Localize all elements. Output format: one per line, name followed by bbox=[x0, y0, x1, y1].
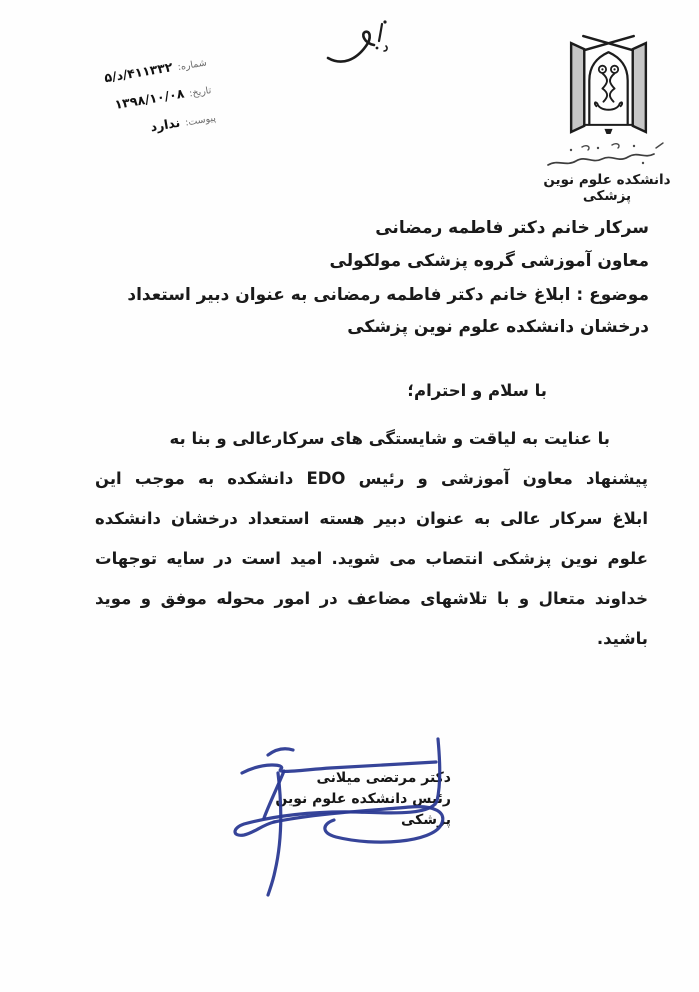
university-name-calligraphy bbox=[542, 139, 668, 172]
bismillah-calligraphy-icon bbox=[320, 16, 404, 72]
salutation: با سلام و احترام؛ bbox=[407, 381, 547, 400]
number-value: ۴۱۱۳۳۲/د/۵ bbox=[103, 59, 174, 86]
body-line: با عنایت به لیاقت و شایستگی های سرکارعالی و بنا به bbox=[169, 429, 610, 448]
body-line: ابلاغ سرکار عالی به عنوان دبیر هسته استعداد درخشان دانشکده bbox=[95, 509, 648, 528]
recipient-title: معاون آموزشی گروه پزشکی مولکولی bbox=[329, 251, 649, 271]
signatory-block bbox=[273, 768, 451, 831]
subject-block bbox=[95, 279, 649, 343]
date-label: تاریخ: bbox=[188, 85, 213, 100]
date-value: ۱۳۹۸/۱۰/۰۸ bbox=[113, 85, 186, 112]
university-logo bbox=[561, 33, 656, 138]
letter-meta-block bbox=[48, 48, 218, 157]
school-name: دانشکده علوم نوین پزشکی bbox=[543, 172, 671, 204]
body-line: خداوند متعال و با تلاشهای مضاعف در امور محوله موفق و موید bbox=[95, 589, 648, 608]
body-line: پیشنهاد معاون آموزشی و رئیس EDO دانشکده به موجب این bbox=[95, 469, 648, 488]
recipient-name: سرکار خانم دکتر فاطمه رمضانی bbox=[375, 218, 649, 238]
subject-line-1: موضوع : ابلاغ خانم دکتر فاطمه رمضانی به عنوان دبیر استعداد bbox=[127, 285, 649, 305]
attachment-label: پیوست: bbox=[184, 112, 217, 129]
body-line: علوم نوین پزشکی انتصاب می شوید. امید است در سایه توجهات bbox=[95, 549, 648, 568]
letter-body bbox=[95, 419, 648, 659]
signatory-title: رئیس دانشکده علوم نوین پزشکی bbox=[275, 791, 451, 828]
attachment-value: ندارد bbox=[149, 114, 182, 135]
number-label: شماره: bbox=[176, 57, 208, 74]
subject-line-2: درخشان دانشکده علوم نوین پزشکی bbox=[347, 317, 649, 337]
body-line: باشید. bbox=[596, 629, 648, 648]
recipient-block bbox=[330, 212, 650, 278]
signatory-name: دکتر مرتضی میلانی bbox=[316, 770, 451, 786]
